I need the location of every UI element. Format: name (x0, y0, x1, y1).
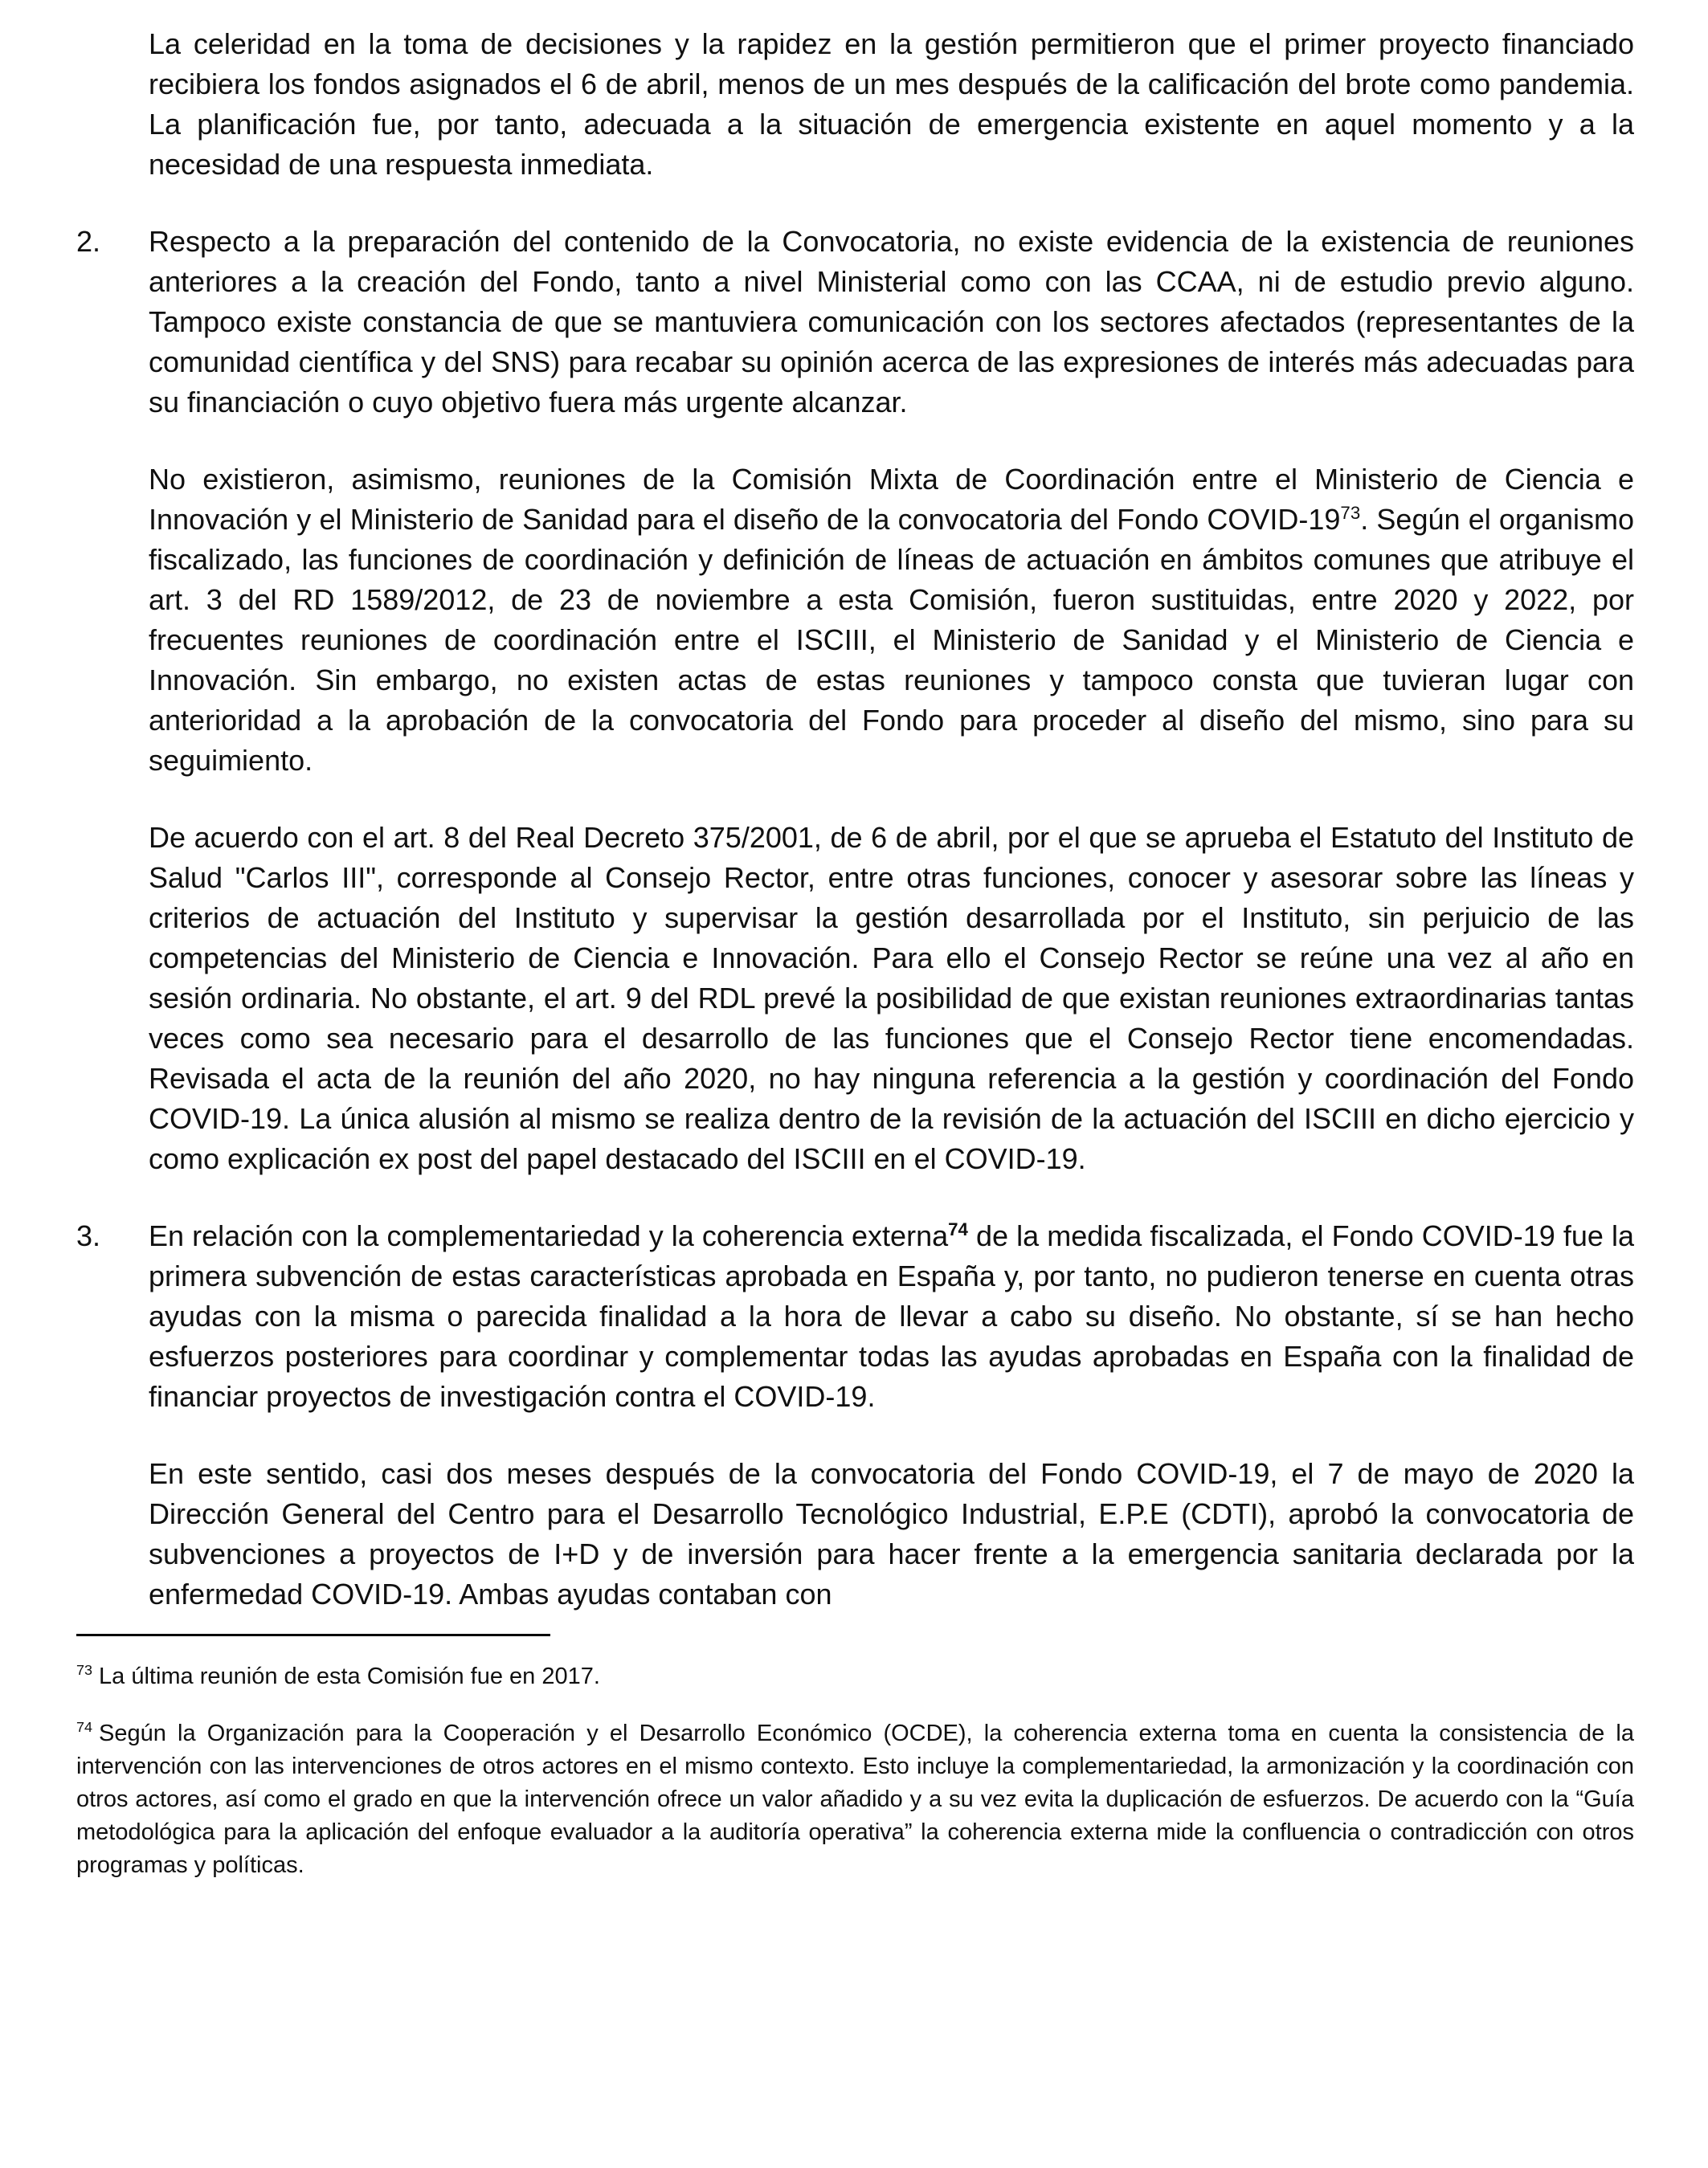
paragraph-text: En relación con la complementariedad y la coherencia externa (149, 1219, 949, 1252)
paragraph-continuation-2 (76, 459, 1634, 781)
paragraph-text: de la medida fiscalizada, el Fondo COVID-19 fue la primera subvención de estas características aprobada en España y, por tanto, no pudieron tenerse en cuenta otras ayudas con la misma o parecida finalidad a la hora de llevar a cabo su diseño. No obstante, sí se han hecho esfuerzos posteriores para coordinar y complementar todas las ayudas aprobadas en España con la finalidad de financiar proyectos de investigación contra el COVID-19. (149, 1219, 1634, 1413)
footnote-ref-74: 74 (948, 1219, 968, 1239)
footnote-text: La última reunión de esta Comisión fue en 2017. (99, 1664, 600, 1689)
paragraph-text: . Según el organismo fiscalizado, las funciones de coordinación y definición de líneas de actuación en ámbitos comunes que atribuye el art. 3 del RD 1589/2012, de 23 de noviembre a esta Comisión, fueron sustituidas, entre 2020 y 2022, por frecuentes reuniones de coordinación entre el ISCIII, el Ministerio de Sanidad y el Ministerio de Ciencia e Innovación. Sin embargo, no existen actas de estas reuniones y tampoco consta que tuvieran lugar con anterioridad a la aprobación de la convocatoria del Fondo para proceder al diseño del mismo, sino para su seguimiento. (149, 503, 1634, 777)
list-number-3: 3. (76, 1219, 101, 1252)
paragraph-item-2 (76, 222, 1634, 423)
paragraph-continuation-1 (76, 24, 1634, 185)
footnote-number-74: 74 (76, 1719, 92, 1736)
footnote-ref-73: 73 (1340, 503, 1361, 523)
footnote-74 (76, 1717, 1634, 1882)
paragraph-continuation-3 (76, 818, 1634, 1179)
paragraph-text: De acuerdo con el art. 8 del Real Decreto 375/2001, de 6 de abril, por el que se aprueba el Estatuto del Instituto de Salud "Carlos III", corresponde al Consejo Rector, entre otras funciones, conocer y asesorar sobre las líneas y criterios de actuación del Instituto y supervisar la gestión desarrollada por el Instituto, sin perjuicio de las competencias del Ministerio de Ciencia e Innovación. Para ello el Consejo Rector se reúne una vez al año en sesión ordinaria. No obstante, el art. 9 del RDL prevé la posibilidad de que existan reuniones extraordinarias tantas veces como sea necesario para el desarrollo de las funciones que el Consejo Rector tiene encomendadas. Revisada el acta de la reunión del año 2020, no hay ninguna referencia a la gestión y coordinación del Fondo COVID-19. La única alusión al mismo se realiza dentro de la revisión de la actuación del ISCIII en dicho ejercicio y como explicación ex post del papel destacado del ISCIII en el COVID-19. (149, 821, 1634, 1175)
paragraph-text: En este sentido, casi dos meses después de la convocatoria del Fondo COVID-19, el 7 de mayo de 2020 la Dirección General del Centro para el Desarrollo Tecnológico Industrial, E.P.E (CDTI), aprobó la convocatoria de subvenciones a proyectos de I+D y de inversión para hacer frente a la emergencia sanitaria declarada por la enfermedad COVID-19. Ambas ayudas contaban con (149, 1457, 1634, 1611)
main-text (76, 24, 1634, 1615)
footnote-separator-rule (76, 1634, 550, 1636)
footnote-number-73: 73 (76, 1662, 92, 1679)
footnote-73 (76, 1660, 1634, 1693)
list-number-2: 2. (76, 225, 101, 258)
paragraph-text: La celeridad en la toma de decisiones y la rapidez en la gestión permitieron que el primer proyecto financiado recibiera los fondos asignados el 6 de abril, menos de un mes después de la calificación del brote como pandemia. La planificación fue, por tanto, adecuada a la situación de emergencia existente en aquel momento y a la necesidad de una respuesta inmediata. (149, 27, 1634, 181)
paragraph-item-3 (76, 1216, 1634, 1417)
paragraph-continuation-4 (76, 1454, 1634, 1615)
footnote-text: Según la Organización para la Cooperación y el Desarrollo Económico (OCDE), la coherencia externa toma en cuenta la consistencia de la intervención con las intervenciones de otros actores en el mismo contexto. Esto incluye la complementariedad, la armonización y la coordinación con otros actores, así como el grado en que la intervención ofrece un valor añadido y a su vez evita la duplicación de esfuerzos. De acuerdo con la “Guía metodológica para la aplicación del enfoque evaluador a la auditoría operativa” la coherencia externa mide la confluencia o contradicción con otros programas y políticas. (76, 1721, 1634, 1878)
paragraph-text: Respecto a la preparación del contenido de la Convocatoria, no existe evidencia de la existencia de reuniones anteriores a la creación del Fondo, tanto a nivel Ministerial como con las CCAA, ni de estudio previo alguno. Tampoco existe constancia de que se mantuviera comunicación con los sectores afectados (representantes de la comunidad científica y del SNS) para recabar su opinión acerca de las expresiones de interés más adecuadas para su financiación o cuyo objetivo fuera más urgente alcanzar. (149, 225, 1634, 418)
paragraph-text: No existieron, asimismo, reuniones de la Comisión Mixta de Coordinación entre el Ministerio de Ciencia e Innovación y el Ministerio de Sanidad para el diseño de la convocatoria del Fondo COVID-19 (149, 463, 1634, 536)
footnotes-section (76, 1634, 1634, 1882)
